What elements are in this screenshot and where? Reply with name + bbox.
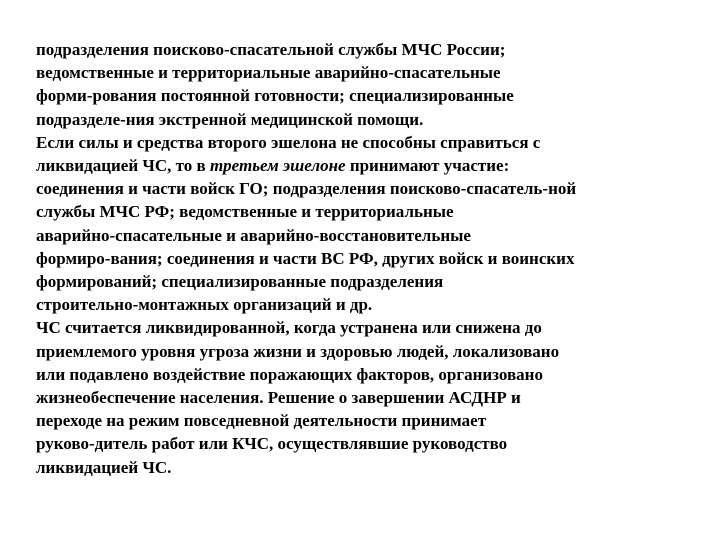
text-line: формирований; специализированные подразделения — [36, 272, 444, 292]
text-line: Если силы и средства второго эшелона не способны справиться с — [36, 132, 541, 152]
text-line: формиро-вания; соединения и части ВС РФ, других войск и воинских — [36, 248, 575, 268]
text-line: подразделения поисково-спасательной службы МЧС России; — [36, 40, 506, 59]
text-line — [36, 154, 692, 177]
text-line: переходе на режим повседневной деятельности принимает — [36, 411, 487, 431]
emphasis-third-echelon: третьем эшелоне — [209, 156, 346, 176]
text-line: жизнеобеспечение населения. Решение о завершении АСДНР и — [36, 388, 521, 408]
paragraph-liquidation-criteria — [36, 316, 692, 478]
text-line: строительно-монтажных организаций и др. — [36, 295, 373, 315]
text-line: форми-рования постоянной готовности; специализированные — [36, 86, 514, 106]
text-line: ЧС считается ликвидированной, когда устранена или снижена до — [36, 318, 542, 338]
text-line: аварийно-спасательные и аварийно-восстановительные — [36, 225, 471, 245]
text-line: или подавлено воздействие поражающих факторов, организовано — [36, 364, 543, 384]
text-line: службы МЧС РФ; ведомственные и территориальные — [36, 202, 454, 222]
text-line: приемлемого уровня угроза жизни и здоровью людей, локализовано — [36, 341, 560, 361]
text-run: принимают участие: — [345, 156, 510, 176]
text-line: подразделе-ния экстренной медицинской помощи. — [36, 109, 424, 129]
text-line: ведомственные и территориальные аварийно-спасательные — [36, 63, 501, 83]
paragraph-first-echelon-forces — [36, 38, 692, 131]
text-line: руково-дитель работ или КЧС, осуществлявшие руководство — [36, 434, 508, 454]
text-line: ликвидацией ЧС. — [36, 457, 172, 477]
text-line: соединения и части войск ГО; подразделения поисково-спасатель-ной — [36, 179, 577, 199]
paragraph-third-echelon — [36, 131, 692, 317]
text-run: ликвидацией ЧС, то в — [36, 156, 210, 176]
